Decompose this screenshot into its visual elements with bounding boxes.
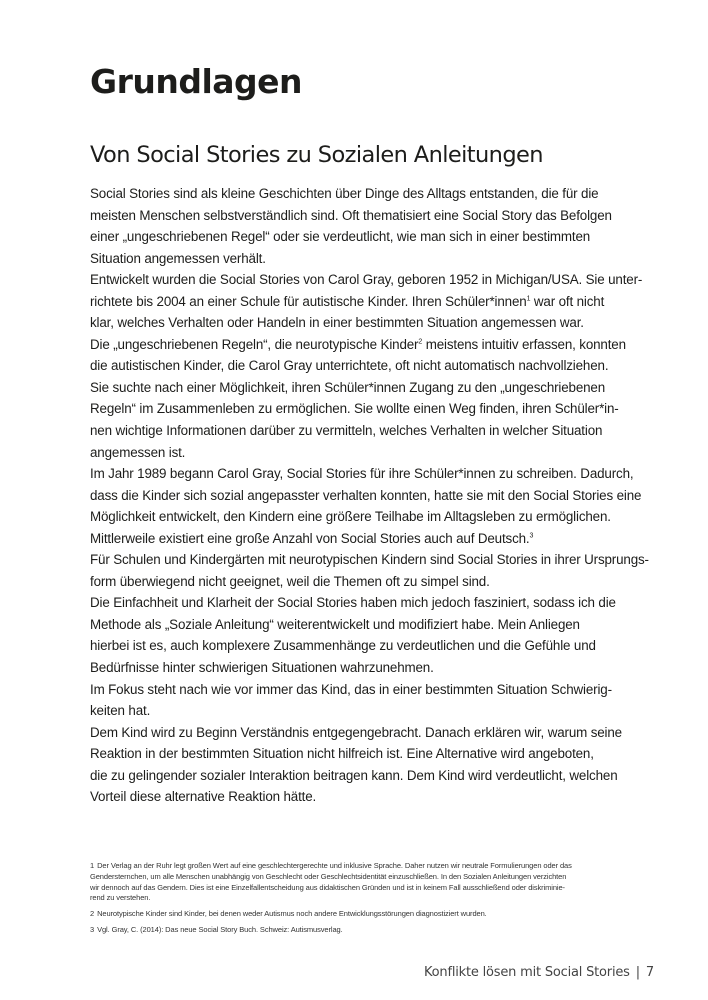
footnote (90, 925, 630, 936)
footnote-text: Neurotypische Kinder sind Kinder, bei denen weder Autismus noch andere Entwicklungsstörungen diagnostiziert wurden. (97, 909, 487, 919)
footnotes (90, 861, 630, 941)
footnote-line (90, 909, 630, 920)
body-line (90, 722, 620, 744)
body-line-text: meisten Menschen selbstverständlich sind. Oft thematisiert eine Social Story das Befolgen (90, 207, 612, 223)
body-line-text: form überwiegend nicht geeignet, weil die Themen oft zu simpel sind. (90, 573, 490, 589)
body-line (90, 183, 620, 205)
footnote-line (90, 861, 630, 872)
body-line (90, 679, 620, 701)
body-line-text: war oft nicht (530, 293, 605, 309)
footer-book-title: Konflikte lösen mit Social Stories (423, 965, 630, 980)
body-line-text: die autistischen Kinder, die Carol Gray unterrichtete, oft nicht automatisch nachvollziehen. (90, 358, 609, 374)
body-line (90, 463, 634, 485)
body-line (90, 420, 620, 442)
chapter-title: Grundlagen (90, 62, 303, 101)
body-line-text: Sie suchte nach einer Möglichkeit, ihren Schüler*innen Zugang zu den „ungeschriebenen (90, 379, 606, 395)
body-line (90, 312, 620, 334)
body-line (90, 442, 620, 464)
body-line (90, 528, 620, 550)
body-line (90, 398, 620, 420)
body-line (90, 226, 620, 248)
body-line (90, 592, 620, 614)
body-line (90, 377, 620, 399)
body-line (90, 334, 626, 356)
body-line-text: hierbei ist es, auch komplexere Zusammenhänge zu verdeutlichen und die Gefühle und (90, 638, 596, 654)
body-line-text: angemessen ist. (90, 444, 186, 460)
body-line-text: richtete bis 2004 an einer Schule für autistische Kinder. Ihren Schüler*innen (90, 293, 527, 309)
footnote-text: rend zu verstehen. (90, 893, 151, 903)
footnote-line (90, 883, 630, 894)
section-title: Von Social Stories zu Sozialen Anleitungen (90, 142, 543, 168)
body-line-text: Reaktion in der bestimmten Situation nicht hilfreich ist. Eine Alternative wird angeboten, (90, 746, 594, 762)
footnote-text: Gendersternchen, um alle Menschen unabhängig von Geschlecht oder Geschlechtsidentität einzuschließen. In den Sozialen Anleitungen verzichten (90, 871, 567, 881)
footnote-number: 3 (90, 924, 95, 934)
body-line (90, 248, 620, 270)
footnote-line (90, 925, 630, 936)
body-line-text: Situation angemessen verhält. (90, 250, 266, 266)
body-line (90, 743, 620, 765)
body-line (90, 549, 649, 571)
body-line-text: nen wichtige Informationen darüber zu vermitteln, welches Verhalten in welcher Situation (90, 423, 603, 439)
body-line (90, 571, 620, 593)
footnote-text: Vgl. Gray, C. (2014): Das neue Social Story Buch. Schweiz: Autismusverlag. (97, 924, 343, 934)
body-line (90, 205, 620, 227)
body-line-text: Methode als „Soziale Anleitung“ weiterentwickelt und modifiziert habe. Mein Anliegen (90, 616, 580, 632)
body-line-text: klar, welches Verhalten oder Handeln in einer bestimmten Situation angemessen war. (90, 315, 584, 331)
footnote-line (90, 893, 630, 904)
body-line (90, 355, 620, 377)
body-line-text: dass die Kinder sich sozial angepasster verhalten konnten, hatte sie mit den Social Stories eine (90, 487, 642, 503)
body-line-text: Für Schulen und Kindergärten mit neurotypischen Kindern sind Social Stories in ihrer Ursprungs- (90, 552, 649, 568)
footer-separator: | (635, 965, 640, 980)
body-line-text: Regeln“ im Zusammenleben zu ermöglichen. Sie wollte einen Weg finden, ihren Schüler*in- (90, 401, 619, 417)
body-line (90, 657, 620, 679)
page-number: 7 (645, 965, 654, 980)
footnote-number: 2 (90, 909, 95, 919)
body-line (90, 485, 642, 507)
footnote-line (90, 872, 630, 883)
footnote-marker: 3 (529, 532, 534, 540)
footnote-text: Der Verlag an der Ruhr legt großen Wert auf eine geschlechtergerechte und inklusive Sprache. Daher nutzen wir neutrale Formulierungen oder das (97, 861, 572, 870)
body-line-text: einer „ungeschriebenen Regel“ oder sie verdeutlicht, wie man sich in einer bestimmten (90, 229, 591, 245)
footnote (90, 909, 630, 920)
footnote-number: 1 (90, 861, 95, 870)
body-line-text: Mittlerweile existiert eine große Anzahl von Social Stories auch auf Deutsch. (90, 530, 530, 546)
body-line-text: die zu gelingender sozialer Interaktion beitragen kann. Dem Kind wird verdeutlicht, welchen (90, 767, 618, 783)
body-line (90, 700, 620, 722)
footnote (90, 861, 630, 904)
body-line (90, 614, 620, 636)
footnote-text: wir dennoch auf das Gendern. Dies ist eine Einzelfallentscheidung aus didaktischen Gründen und ist in keinem Fall ausschließend oder diskriminie- (90, 882, 565, 892)
body-line-text: Dem Kind wird zu Beginn Verständnis entgegengebracht. Danach erklären wir, warum seine (90, 724, 622, 740)
body-line-text: Entwickelt wurden die Social Stories von Carol Gray, geboren 1952 in Michigan/USA. Sie unter- (90, 272, 643, 288)
body-line-text: Die Einfachheit und Klarheit der Social Stories haben mich jedoch fasziniert, sodass ich die (90, 595, 616, 611)
body-line (90, 765, 620, 787)
body-line-text: keiten hat. (90, 703, 151, 719)
body-line-text: Im Fokus steht nach wie vor immer das Kind, das in einer bestimmten Situation Schwierig- (90, 681, 612, 697)
body-line (90, 786, 620, 808)
body-line-text: meistens intuitiv erfassen, konnten (422, 336, 626, 352)
body-line-text: Möglichkeit entwickelt, den Kindern eine größere Teilhabe im Alltagsleben zu ermöglichen. (90, 509, 611, 525)
body-line (90, 506, 620, 528)
body-line-text: Die „ungeschriebenen Regeln“, die neurotypische Kinder (90, 336, 419, 352)
body-line (90, 291, 620, 313)
page-footer (424, 965, 654, 980)
footnote-marker: 2 (418, 338, 423, 346)
body-line-text: Bedürfnisse hinter schwierigen Situationen wahrzunehmen. (90, 660, 434, 676)
footnote-marker: 1 (526, 295, 531, 303)
body-line (90, 269, 643, 291)
body-text (90, 183, 649, 808)
body-line-text: Social Stories sind als kleine Geschichten über Dinge des Alltags entstanden, die für die (90, 186, 599, 201)
body-line (90, 635, 620, 657)
body-line-text: Im Jahr 1989 begann Carol Gray, Social Stories für ihre Schüler*innen zu schreiben. Dadurch, (90, 466, 634, 482)
body-line-text: Vorteil diese alternative Reaktion hätte. (90, 789, 317, 805)
